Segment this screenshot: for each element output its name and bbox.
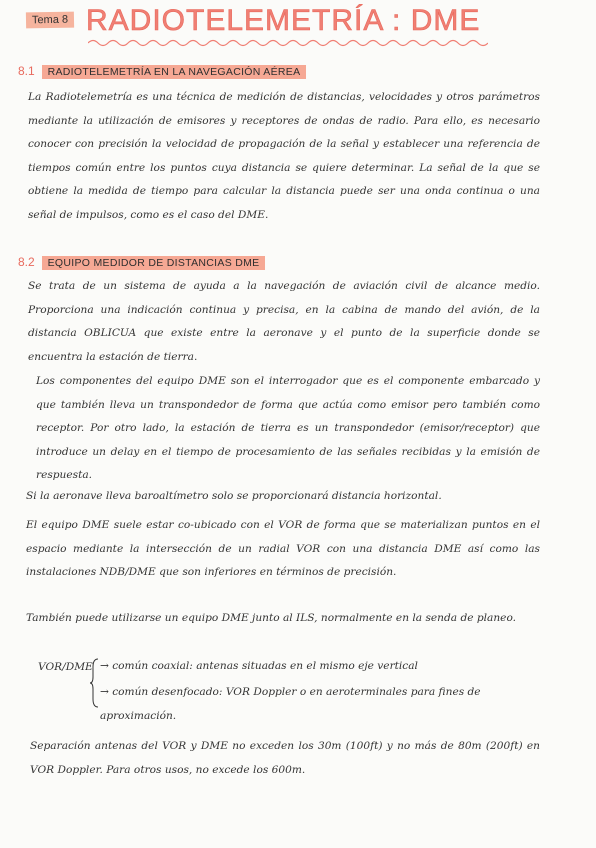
paragraph-vor-colocation: El equipo DME suele estar co-ubicado con el VOR de forma que se materializan puntos en el espacio mediante la intersección de un radial VOR con una distancia DME así como las instalaciones NDB/DME que son inferiores en términos de precisión. [26, 519, 540, 578]
brace-icon [90, 657, 100, 709]
paragraph-ils: También puede utilizarse un equipo DME junto al ILS, normalmente en la senda de planeo. [26, 612, 517, 624]
section-1-paragraph: La Radiotelemetría es una técnica de medición de distancias, velocidades y otros parámetros mediante la utilización de emisores y receptores de ondas de radio. Para ello, es necesario conocer con precisión la velocidad de propagación de la señal y establecer una referencia de tiempos común entre los puntos cuya distancia se quiere determinar. La señal de la que se obtiene la medida de tiempo para calcular la distancia puede ser una onda continua o una señal de impulsos, como es el caso del DME. [28, 91, 540, 221]
section-number: 8.2 [18, 255, 35, 269]
section-title: EQUIPO MEDIDOR DE DISTANCIAS DME [42, 256, 266, 270]
paragraph-baroaltimeter: Si la aeronave lleva baroaltímetro solo se proporcionará distancia horizontal. [26, 490, 442, 502]
section-heading-2 [18, 255, 265, 269]
paragraph-dme-components: Los componentes del equipo DME son el interrogador que es el componente embarcado y que también lleva un transpondedor de forma que actúa como emisor pero también como receptor. Por otro lado, la estación de tierra es un transpondedor (emisor/receptor) que introduce un delay en el tiempo de procesamiento de las señales recibidas y la emisión de respuesta. [36, 375, 540, 481]
title-underline-wave [88, 38, 488, 48]
paragraph-dme-definition: Se trata de un sistema de ayuda a la navegación de aviación civil de alcance medio. Proporciona una indicación continua y precisa, en la cabina de mando del avión, de la distancia OBLICUA que existe entre la aeronave y el punto de la superficie donde se encuentra la estación de tierra. [28, 280, 540, 363]
topic-badge: Tema 8 [26, 12, 74, 29]
section-title: RADIOTELEMETRÍA EN LA NAVEGACIÓN AÉREA [42, 65, 307, 79]
section-number: 8.1 [18, 64, 35, 78]
vor-dme-label: VOR/DME [38, 661, 93, 673]
section-heading-1 [18, 64, 306, 78]
paragraph-antenna-separation: Separación antenas del VOR y DME no exceden los 30m (100ft) y no más de 80m (200ft) en VOR Doppler. Para otros usos, no excede los 600m. [30, 740, 540, 776]
page-title: RADIOTELEMETRÍA : DME [86, 4, 481, 37]
vor-dme-item: → común coaxial: antenas situadas en el mismo eje vertical [100, 660, 418, 672]
vor-dme-item: → común desenfocado: VOR Doppler o en aeroterminales para fines de aproximación. [100, 686, 481, 722]
